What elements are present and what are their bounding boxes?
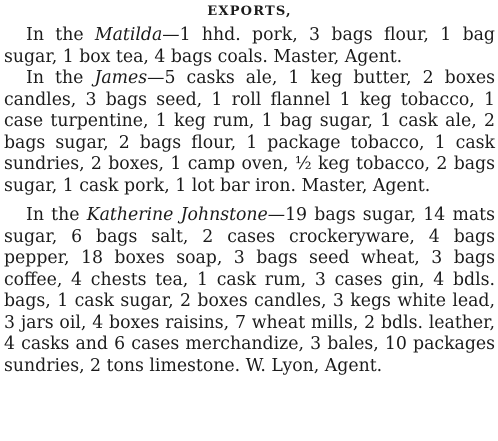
entry-prefix: In the [26, 205, 87, 225]
cargo-list: —19 bags sugar, 14 mats sugar, 6 bags salt, 2 cases crockeryware, 4 bags pepper, 18 boxes soap, 3 bags seed wheat, 3 bags coffee, 4 chests tea, 1 cask rum, 3 cases gin, 4 bdls. bags, 1 cask sugar, 2 boxes candles, 3 kegs white lead, 3 jars oil, 4 boxes raisins, 7 wheat mills, 2 bdls. leather, 4 casks and 6 cases merchandize, 3 bales, 10 packages sundries, 2 tons limestone. W. Lyon, Agent. [4, 205, 495, 376]
export-entry-james [4, 68, 495, 197]
cargo-list: —1 hhd. pork, 3 bags flour, 1 bag sugar, 1 box tea, 4 bags coals. Master, Agent. [4, 25, 495, 67]
ship-name: James [94, 68, 148, 88]
ship-name: Matilda [94, 25, 163, 45]
export-entry-katherine-johnstone [4, 205, 495, 377]
entry-prefix: In the [26, 68, 95, 88]
cargo-list: —5 casks ale, 1 keg butter, 2 boxes candles, 3 bags seed, 1 roll flannel 1 keg tobacco, 1 case turpentine, 1 keg rum, 1 bag sugar, 1 cask ale, 2 bags sugar, 2 bags flour, 1 package tobacco, 1 cask sundries, 2 boxes, 1 camp oven, ½ keg tobacco, 2 bags sugar, 1 cask pork, 1 lot bar iron. Master, Agent. [4, 68, 495, 196]
newspaper-column [4, 0, 495, 441]
entry-prefix: In the [26, 25, 95, 45]
export-entry-matilda [4, 25, 495, 68]
section-heading: EXPORTS, [207, 4, 292, 19]
ship-name: Katherine Johnstone [86, 205, 268, 225]
